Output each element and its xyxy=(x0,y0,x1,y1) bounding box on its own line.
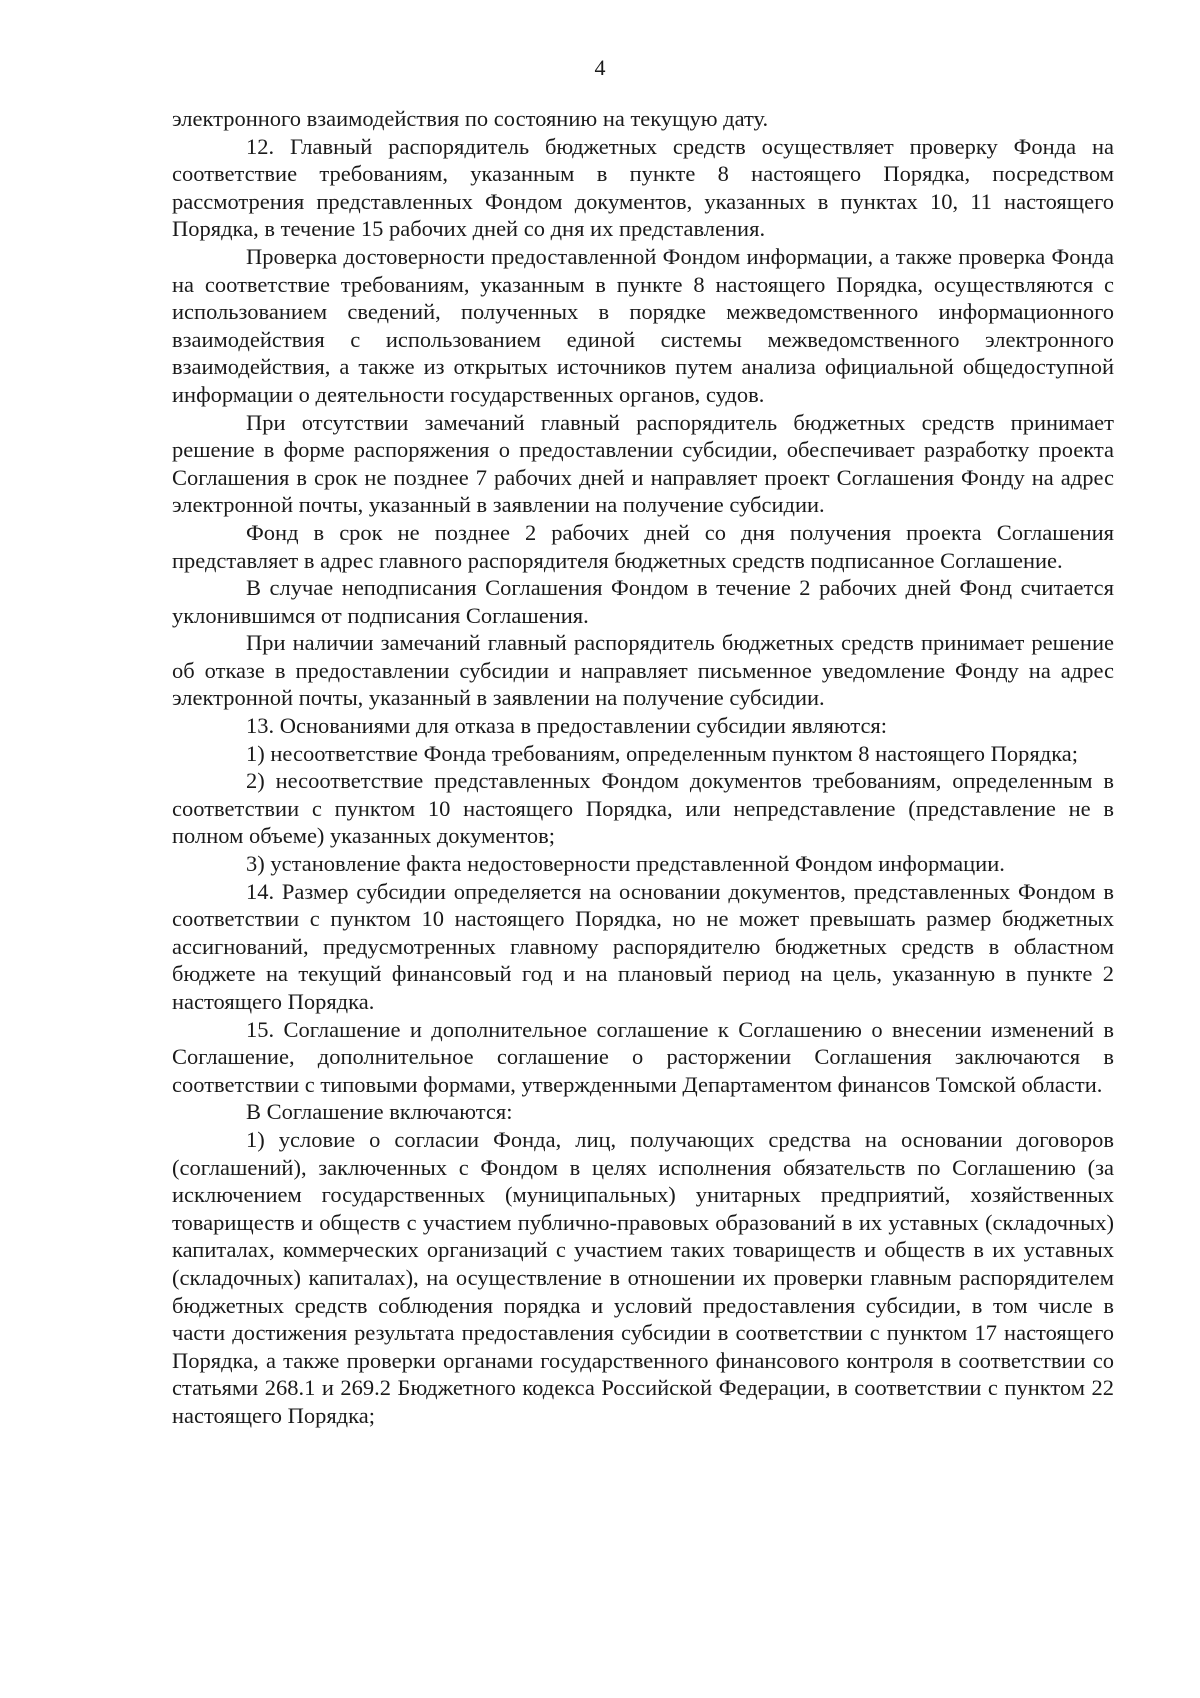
paragraph-item-12: 12. Главный распорядитель бюджетных средств осуществляет проверку Фонда на соответствие требованиям, указанным в пункте 8 настоящего Порядка, посредством рассмотрения представленных Фондом документов, указанных в пунктах 10, 11 настоящего Порядка, в течение 15 рабочих дней со дня их представления. xyxy=(172,133,1114,242)
paragraph-item-13-2: 2) несоответствие представленных Фондом документов требованиям, определенным в соответствии с пунктом 10 настоящего Порядка, или непредставление (представление не в полном объеме) указанных документов; xyxy=(172,768,1114,849)
paragraph-non-signing: В случае неподписания Соглашения Фондом в течение 2 рабочих дней Фонд считается уклонившимся от подписания Соглашения. xyxy=(172,575,1114,628)
paragraph-item-13-1: 1) несоответствие Фонда требованиям, определенным пунктом 8 настоящего Порядка; xyxy=(246,740,1079,766)
paragraph-with-remarks: При наличии замечаний главный распорядитель бюджетных средств принимает решение об отказе в предоставлении субсидии и направляет письменное уведомление Фонду на адрес электронной почты, указанный в заявлении на получение субсидии. xyxy=(172,630,1114,711)
paragraph-item-14: 14. Размер субсидии определяется на основании документов, представленных Фондом в соответствии с пунктом 10 настоящего Порядка, но не может превышать размер бюджетных ассигнований, предусмотренных главному распорядителю бюджетных средств в областном бюджете на текущий финансовый год и на плановый период на цель, указанную в пункте 2 настоящего Порядка. xyxy=(172,878,1114,1014)
paragraph-no-remarks: При отсутствии замечаний главный распорядитель бюджетных средств принимает решение в форме распоряжения о предоставлении субсидии, обеспечивает разработку проекта Соглашения в срок не позднее 7 рабочих дней и направляет проект Соглашения Фонду на адрес электронной почты, указанный в заявлении на получение субсидии. xyxy=(172,409,1114,518)
paragraph-item-15-1: 1) условие о согласии Фонда, лиц, получающих средства на основании договоров (соглашений), заключенных с Фондом в целях исполнения обязательств по Соглашению (за исключением государственных (муниципальных) унитарных предприятий, хозяйственных товариществ и обществ с участием публично-правовых образований в их уставных (складочных) капиталах, коммерческих организаций с участием таких товариществ и обществ в их уставных (складочных) капиталах), на осуществление в отношении их проверки главным распорядителем бюджетных средств соблюдения порядка и условий предоставления субсидии, в том числе в части достижения результата предоставления субсидии в соответствии с пунктом 17 настоящего Порядка, а также проверки органами государственного финансового контроля в соответствии со статьями 268.1 и 269.2 Бюджетного кодекса Российской Федерации, в соответствии с пунктом 22 настоящего Порядка; xyxy=(172,1126,1114,1428)
document-body xyxy=(172,105,1114,1430)
paragraph-agreement-includes: В Соглашение включаются: xyxy=(246,1099,513,1125)
paragraph-item-15: 15. Соглашение и дополнительное соглашение к Соглашению о внесении изменений в Соглашение, дополнительное соглашение о расторжении Соглашения заключаются в соответствии с типовыми формами, утвержденными Департаментом финансов Томской области. xyxy=(172,1016,1114,1097)
paragraph-verification: Проверка достоверности предоставленной Фондом информации, а также проверка Фонда на соответствие требованиям, указанным в пункте 8 настоящего Порядка, осуществляются с использованием сведений, полученных в порядке межведомственного информационного взаимодействия с использованием единой системы межведомственного электронного взаимодействия, а также из открытых источников путем анализа официальной общедоступной информации о деятельности государственных органов, судов. xyxy=(172,243,1114,407)
paragraph-continuation: электронного взаимодействия по состоянию на текущую дату. xyxy=(172,106,769,131)
paragraph-item-13: 13. Основаниями для отказа в предоставлении субсидии являются: xyxy=(246,713,888,739)
page-number: 4 xyxy=(594,55,606,80)
paragraph-fund-signs: Фонд в срок не позднее 2 рабочих дней со дня получения проекта Соглашения представляет в адрес главного распорядителя бюджетных средств подписанное Соглашение. xyxy=(172,519,1114,573)
paragraph-item-13-3: 3) установление факта недостоверности представленной Фондом информации. xyxy=(246,851,1005,877)
